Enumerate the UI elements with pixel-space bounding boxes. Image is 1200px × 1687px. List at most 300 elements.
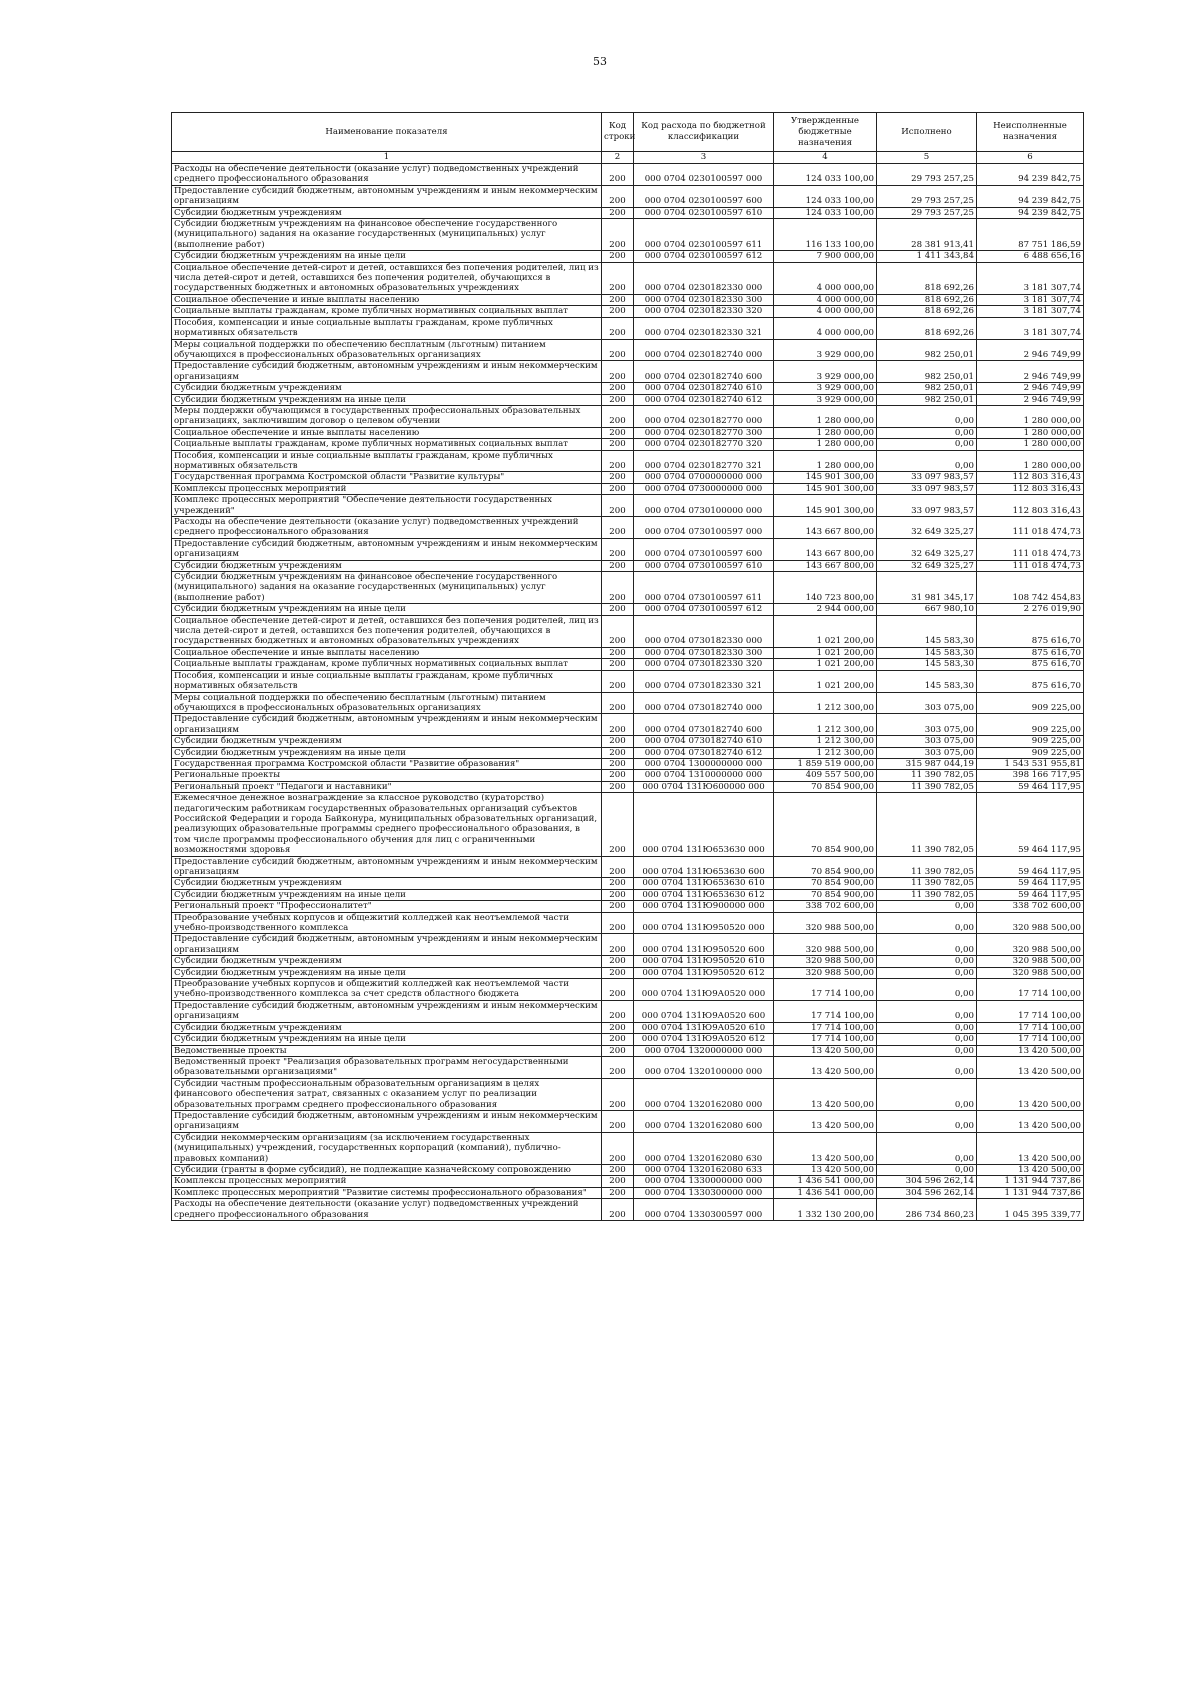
table-row [172, 747, 1084, 758]
executed-amount-cell: 145 583,30 [877, 615, 977, 647]
table-row [172, 770, 1084, 781]
expense-code-cell: 000 0704 0230182330 320 [634, 306, 774, 317]
expense-code-cell: 000 0704 131Ю653630 600 [634, 856, 774, 878]
line-code-cell: 200 [602, 781, 634, 792]
approved-amount-cell: 320 988 500,00 [774, 912, 877, 934]
table-row [172, 439, 1084, 450]
table-row [172, 956, 1084, 967]
executed-amount-cell: 818 692,26 [877, 294, 977, 305]
table-row [172, 934, 1084, 956]
header-expense-code: Код расхода по бюджетной классификации [634, 113, 774, 152]
approved-amount-cell: 1 212 300,00 [774, 692, 877, 714]
indicator-name-cell: Предоставление субсидий бюджетным, автономным учреждениям и иным некоммерческим организациям [172, 934, 602, 956]
expense-code-cell: 000 0704 1300000000 000 [634, 758, 774, 769]
expense-code-cell: 000 0704 0730100597 000 [634, 517, 774, 539]
line-code-cell: 200 [602, 747, 634, 758]
unexecuted-amount-cell: 320 988 500,00 [977, 956, 1084, 967]
table-row [172, 1078, 1084, 1110]
line-code-cell: 200 [602, 439, 634, 450]
expense-code-cell: 000 0704 131Ю653630 612 [634, 889, 774, 900]
unexecuted-amount-cell: 2 276 019,90 [977, 604, 1084, 615]
executed-amount-cell: 0,00 [877, 1000, 977, 1022]
unexecuted-amount-cell: 17 714 100,00 [977, 1000, 1084, 1022]
table-row [172, 572, 1084, 604]
table-row [172, 647, 1084, 658]
executed-amount-cell: 982 250,01 [877, 339, 977, 361]
approved-amount-cell: 3 929 000,00 [774, 339, 877, 361]
indicator-name-cell: Ведомственные проекты [172, 1045, 602, 1056]
line-code-cell: 200 [602, 901, 634, 912]
indicator-name-cell: Расходы на обеспечение деятельности (оказание услуг) подведомственных учреждений среднего профессионального образования [172, 1199, 602, 1221]
unexecuted-amount-cell: 111 018 474,73 [977, 560, 1084, 571]
approved-amount-cell: 1 436 541 000,00 [774, 1187, 877, 1198]
column-number: 1 [172, 152, 602, 164]
executed-amount-cell: 29 793 257,25 [877, 207, 977, 218]
table-row [172, 659, 1084, 670]
unexecuted-amount-cell: 87 751 186,59 [977, 219, 1084, 251]
expense-code-cell: 000 0704 0230182740 612 [634, 394, 774, 405]
executed-amount-cell: 33 097 983,57 [877, 472, 977, 483]
indicator-name-cell: Субсидии бюджетным учреждениям на иные цели [172, 251, 602, 262]
indicator-name-cell: Ведомственный проект "Реализация образовательных программ негосударственными образовательными организациями" [172, 1056, 602, 1078]
indicator-name-cell: Расходы на обеспечение деятельности (оказание услуг) подведомственных учреждений среднего профессионального образования [172, 517, 602, 539]
approved-amount-cell: 124 033 100,00 [774, 185, 877, 207]
indicator-name-cell: Субсидии некоммерческим организациям (за исключением государственных (муниципальных) учреждений, государственных корпораций (компаний), публично-правовых компаний) [172, 1132, 602, 1164]
unexecuted-amount-cell: 2 946 749,99 [977, 383, 1084, 394]
unexecuted-amount-cell: 1 543 531 955,81 [977, 758, 1084, 769]
indicator-name-cell: Пособия, компенсации и иные социальные выплаты гражданам, кроме публичных нормативных обязательств [172, 317, 602, 339]
executed-amount-cell: 818 692,26 [877, 306, 977, 317]
approved-amount-cell: 143 667 800,00 [774, 538, 877, 560]
expense-code-cell: 000 0704 0730182740 000 [634, 692, 774, 714]
line-code-cell: 200 [602, 517, 634, 539]
indicator-name-cell: Субсидии бюджетным учреждениям [172, 383, 602, 394]
line-code-cell: 200 [602, 394, 634, 405]
unexecuted-amount-cell: 2 946 749,99 [977, 361, 1084, 383]
indicator-name-cell: Субсидии (гранты в форме субсидий), не подлежащие казначейскому сопровождению [172, 1164, 602, 1175]
approved-amount-cell: 13 420 500,00 [774, 1110, 877, 1132]
expense-code-cell: 000 0704 1320162080 000 [634, 1078, 774, 1110]
table-row [172, 560, 1084, 571]
column-number: 3 [634, 152, 774, 164]
expense-code-cell: 000 0704 131Ю950520 610 [634, 956, 774, 967]
expense-code-cell: 000 0704 0730182330 000 [634, 615, 774, 647]
indicator-name-cell: Субсидии частным профессиональным образовательным организациям в целях финансового обеспечения затрат, связанных с оказанием услуг по реализации образовательных программ среднего профессионального образования [172, 1078, 602, 1110]
line-code-cell: 200 [602, 219, 634, 251]
indicator-name-cell: Меры поддержки обучающимся в государственных профессиональных образовательных организациях, заключившим договор о целевом обучении [172, 405, 602, 427]
executed-amount-cell: 33 097 983,57 [877, 483, 977, 494]
executed-amount-cell: 0,00 [877, 1110, 977, 1132]
indicator-name-cell: Государственная программа Костромской области "Развитие культуры" [172, 472, 602, 483]
expense-code-cell: 000 0704 0230100597 600 [634, 185, 774, 207]
line-code-cell: 200 [602, 604, 634, 615]
table-row [172, 967, 1084, 978]
expense-code-cell: 000 0704 0230182770 321 [634, 450, 774, 472]
unexecuted-amount-cell: 112 803 316,43 [977, 495, 1084, 517]
approved-amount-cell: 1 280 000,00 [774, 405, 877, 427]
expense-code-cell: 000 0704 0730100597 600 [634, 538, 774, 560]
unexecuted-amount-cell: 320 988 500,00 [977, 967, 1084, 978]
header-approved: Утвержденные бюджетные назначения [774, 113, 877, 152]
line-code-cell: 200 [602, 262, 634, 294]
unexecuted-amount-cell: 59 464 117,95 [977, 793, 1084, 856]
executed-amount-cell: 29 793 257,25 [877, 185, 977, 207]
indicator-name-cell: Преобразование учебных корпусов и общежитий колледжей как неотъемлемой части учебно-производственного комплекса за счет средств областного бюджета [172, 979, 602, 1001]
line-code-cell: 200 [602, 1022, 634, 1033]
indicator-name-cell: Предоставление субсидий бюджетным, автономным учреждениям и иным некоммерческим организациям [172, 856, 602, 878]
unexecuted-amount-cell: 13 420 500,00 [977, 1110, 1084, 1132]
unexecuted-amount-cell: 2 946 749,99 [977, 339, 1084, 361]
expense-code-cell: 000 0704 0230182740 610 [634, 383, 774, 394]
approved-amount-cell: 17 714 100,00 [774, 1034, 877, 1045]
approved-amount-cell: 13 420 500,00 [774, 1078, 877, 1110]
unexecuted-amount-cell: 13 420 500,00 [977, 1056, 1084, 1078]
executed-amount-cell: 29 793 257,25 [877, 164, 977, 186]
line-code-cell: 200 [602, 1132, 634, 1164]
expense-code-cell: 000 0704 131Ю9А0520 610 [634, 1022, 774, 1033]
table-row [172, 1187, 1084, 1198]
unexecuted-amount-cell: 1 280 000,00 [977, 439, 1084, 450]
executed-amount-cell: 145 583,30 [877, 647, 977, 658]
executed-amount-cell: 11 390 782,05 [877, 781, 977, 792]
unexecuted-amount-cell: 94 239 842,75 [977, 185, 1084, 207]
indicator-name-cell: Субсидии бюджетным учреждениям на иные цели [172, 747, 602, 758]
indicator-name-cell: Субсидии бюджетным учреждениям на иные цели [172, 604, 602, 615]
table-row [172, 758, 1084, 769]
executed-amount-cell: 0,00 [877, 956, 977, 967]
expense-code-cell: 000 0704 131Ю950520 612 [634, 967, 774, 978]
indicator-name-cell: Пособия, компенсации и иные социальные выплаты гражданам, кроме публичных нормативных обязательств [172, 670, 602, 692]
executed-amount-cell: 31 981 345,17 [877, 572, 977, 604]
executed-amount-cell: 0,00 [877, 405, 977, 427]
line-code-cell: 200 [602, 670, 634, 692]
expense-code-cell: 000 0704 131Ю950520 600 [634, 934, 774, 956]
executed-amount-cell: 303 075,00 [877, 736, 977, 747]
approved-amount-cell: 3 929 000,00 [774, 361, 877, 383]
table-row [172, 339, 1084, 361]
unexecuted-amount-cell: 59 464 117,95 [977, 878, 1084, 889]
executed-amount-cell: 0,00 [877, 1022, 977, 1033]
page-number: 53 [593, 55, 607, 68]
approved-amount-cell: 4 000 000,00 [774, 306, 877, 317]
executed-amount-cell: 286 734 860,23 [877, 1199, 977, 1221]
indicator-name-cell: Региональный проект "Профессионалитет" [172, 901, 602, 912]
expense-code-cell: 000 0704 0730100597 610 [634, 560, 774, 571]
approved-amount-cell: 1 859 519 000,00 [774, 758, 877, 769]
line-code-cell: 200 [602, 339, 634, 361]
unexecuted-amount-cell: 3 181 307,74 [977, 317, 1084, 339]
expense-code-cell: 000 0704 0230182770 300 [634, 427, 774, 438]
executed-amount-cell: 145 583,30 [877, 670, 977, 692]
approved-amount-cell: 1 021 200,00 [774, 615, 877, 647]
table-row [172, 1045, 1084, 1056]
table-row [172, 294, 1084, 305]
expense-code-cell: 000 0704 0230182740 600 [634, 361, 774, 383]
expense-code-cell: 000 0704 1330300597 000 [634, 1199, 774, 1221]
approved-amount-cell: 320 988 500,00 [774, 956, 877, 967]
unexecuted-amount-cell: 1 280 000,00 [977, 450, 1084, 472]
unexecuted-amount-cell: 909 225,00 [977, 736, 1084, 747]
line-code-cell: 200 [602, 692, 634, 714]
table-row [172, 736, 1084, 747]
unexecuted-amount-cell: 1 045 395 339,77 [977, 1199, 1084, 1221]
executed-amount-cell: 145 583,30 [877, 659, 977, 670]
unexecuted-amount-cell: 875 616,70 [977, 670, 1084, 692]
executed-amount-cell: 0,00 [877, 1034, 977, 1045]
executed-amount-cell: 0,00 [877, 1078, 977, 1110]
approved-amount-cell: 143 667 800,00 [774, 560, 877, 571]
line-code-cell: 200 [602, 659, 634, 670]
table-row [172, 1000, 1084, 1022]
indicator-name-cell: Предоставление субсидий бюджетным, автономным учреждениям и иным некоммерческим организациям [172, 185, 602, 207]
unexecuted-amount-cell: 17 714 100,00 [977, 979, 1084, 1001]
line-code-cell: 200 [602, 560, 634, 571]
line-code-cell: 200 [602, 1045, 634, 1056]
unexecuted-amount-cell: 59 464 117,95 [977, 781, 1084, 792]
unexecuted-amount-cell: 909 225,00 [977, 714, 1084, 736]
approved-amount-cell: 13 420 500,00 [774, 1132, 877, 1164]
indicator-name-cell: Субсидии бюджетным учреждениям [172, 1022, 602, 1033]
executed-amount-cell: 0,00 [877, 439, 977, 450]
table-row [172, 1176, 1084, 1187]
indicator-name-cell: Субсидии бюджетным учреждениям на иные цели [172, 967, 602, 978]
executed-amount-cell: 0,00 [877, 1056, 977, 1078]
executed-amount-cell: 982 250,01 [877, 383, 977, 394]
header-executed: Исполнено [877, 113, 977, 152]
approved-amount-cell: 13 420 500,00 [774, 1045, 877, 1056]
indicator-name-cell: Меры социальной поддержки по обеспечению бесплатным (льготным) питанием обучающихся в профессиональных образовательных организациях [172, 692, 602, 714]
executed-amount-cell: 11 390 782,05 [877, 856, 977, 878]
indicator-name-cell: Меры социальной поддержки по обеспечению бесплатным (льготным) питанием обучающихся в профессиональных образовательных организациях [172, 339, 602, 361]
expense-code-cell: 000 0704 1320100000 000 [634, 1056, 774, 1078]
expense-code-cell: 000 0704 0730100597 612 [634, 604, 774, 615]
executed-amount-cell: 304 596 262,14 [877, 1176, 977, 1187]
unexecuted-amount-cell: 111 018 474,73 [977, 538, 1084, 560]
executed-amount-cell: 33 097 983,57 [877, 495, 977, 517]
unexecuted-amount-cell: 320 988 500,00 [977, 934, 1084, 956]
expense-code-cell: 000 0704 0730182740 612 [634, 747, 774, 758]
table-row [172, 604, 1084, 615]
table-row [172, 889, 1084, 900]
unexecuted-amount-cell: 13 420 500,00 [977, 1164, 1084, 1175]
indicator-name-cell: Комплексы процессных мероприятий [172, 1176, 602, 1187]
table-row [172, 262, 1084, 294]
expense-code-cell: 000 0704 0730182330 300 [634, 647, 774, 658]
approved-amount-cell: 145 901 300,00 [774, 495, 877, 517]
indicator-name-cell: Комплексы процессных мероприятий [172, 483, 602, 494]
expense-code-cell: 000 0704 131Ю653630 000 [634, 793, 774, 856]
indicator-name-cell: Субсидии бюджетным учреждениям на финансовое обеспечение государственного (муниципального) задания на оказание государственных (муниципальных) услуг (выполнение работ) [172, 219, 602, 251]
approved-amount-cell: 1 332 130 200,00 [774, 1199, 877, 1221]
unexecuted-amount-cell: 320 988 500,00 [977, 912, 1084, 934]
approved-amount-cell: 3 929 000,00 [774, 394, 877, 405]
line-code-cell: 200 [602, 538, 634, 560]
approved-amount-cell: 13 420 500,00 [774, 1164, 877, 1175]
expense-code-cell: 000 0704 0230100597 612 [634, 251, 774, 262]
unexecuted-amount-cell: 875 616,70 [977, 659, 1084, 670]
unexecuted-amount-cell: 875 616,70 [977, 615, 1084, 647]
table-row [172, 207, 1084, 218]
line-code-cell: 200 [602, 251, 634, 262]
indicator-name-cell: Субсидии бюджетным учреждениям на иные цели [172, 394, 602, 405]
table-row [172, 450, 1084, 472]
line-code-cell: 200 [602, 856, 634, 878]
approved-amount-cell: 1 021 200,00 [774, 670, 877, 692]
executed-amount-cell: 982 250,01 [877, 394, 977, 405]
column-number: 5 [877, 152, 977, 164]
line-code-cell: 200 [602, 967, 634, 978]
expense-code-cell: 000 0704 0730100597 611 [634, 572, 774, 604]
executed-amount-cell: 303 075,00 [877, 747, 977, 758]
line-code-cell: 200 [602, 483, 634, 494]
indicator-name-cell: Предоставление субсидий бюджетным, автономным учреждениям и иным некоммерческим организациям [172, 538, 602, 560]
executed-amount-cell: 0,00 [877, 967, 977, 978]
table-row [172, 317, 1084, 339]
unexecuted-amount-cell: 1 131 944 737,86 [977, 1176, 1084, 1187]
executed-amount-cell: 0,00 [877, 1045, 977, 1056]
line-code-cell: 200 [602, 1199, 634, 1221]
unexecuted-amount-cell: 6 488 656,16 [977, 251, 1084, 262]
table-row [172, 979, 1084, 1001]
indicator-name-cell: Пособия, компенсации и иные социальные выплаты гражданам, кроме публичных нормативных обязательств [172, 450, 602, 472]
budget-execution-table [171, 112, 1084, 1221]
unexecuted-amount-cell: 59 464 117,95 [977, 856, 1084, 878]
unexecuted-amount-cell: 13 420 500,00 [977, 1045, 1084, 1056]
line-code-cell: 200 [602, 736, 634, 747]
indicator-name-cell: Социальное обеспечение детей-сирот и детей, оставшихся без попечения родителей, лиц из числа детей-сирот и детей, оставшихся без попечения родителей, обучающихся в государственных бюджетных и автономных образовательных учреждениях [172, 615, 602, 647]
approved-amount-cell: 1 021 200,00 [774, 659, 877, 670]
expense-code-cell: 000 0704 131Ю653630 610 [634, 878, 774, 889]
table-row [172, 781, 1084, 792]
expense-code-cell: 000 0704 0730182330 320 [634, 659, 774, 670]
approved-amount-cell: 124 033 100,00 [774, 164, 877, 186]
table-row [172, 427, 1084, 438]
executed-amount-cell: 982 250,01 [877, 361, 977, 383]
indicator-name-cell: Социальные выплаты гражданам, кроме публичных нормативных социальных выплат [172, 306, 602, 317]
expense-code-cell: 000 0704 0230182770 000 [634, 405, 774, 427]
unexecuted-amount-cell: 909 225,00 [977, 692, 1084, 714]
approved-amount-cell: 1 212 300,00 [774, 747, 877, 758]
expense-code-cell: 000 0704 0730182740 600 [634, 714, 774, 736]
indicator-name-cell: Социальное обеспечение детей-сирот и детей, оставшихся без попечения родителей, лиц из числа детей-сирот и детей, оставшихся без попечения родителей, обучающихся в государственных бюджетных и автономных образовательных учреждениях [172, 262, 602, 294]
approved-amount-cell: 4 000 000,00 [774, 294, 877, 305]
table-row [172, 692, 1084, 714]
approved-amount-cell: 4 000 000,00 [774, 317, 877, 339]
line-code-cell: 200 [602, 495, 634, 517]
indicator-name-cell: Социальные выплаты гражданам, кроме публичных нормативных социальных выплат [172, 439, 602, 450]
unexecuted-amount-cell: 2 946 749,99 [977, 394, 1084, 405]
table-row [172, 1056, 1084, 1078]
indicator-name-cell: Региональный проект "Педагоги и наставники" [172, 781, 602, 792]
approved-amount-cell: 1 280 000,00 [774, 450, 877, 472]
indicator-name-cell: Преобразование учебных корпусов и общежитий колледжей как неотъемлемой части учебно-производственного комплекса [172, 912, 602, 934]
approved-amount-cell: 4 000 000,00 [774, 262, 877, 294]
table-row [172, 517, 1084, 539]
approved-amount-cell: 70 854 900,00 [774, 889, 877, 900]
header-unexecuted: Неисполненные назначения [977, 113, 1084, 152]
table-row [172, 714, 1084, 736]
expense-code-cell: 000 0704 0230100597 611 [634, 219, 774, 251]
unexecuted-amount-cell: 111 018 474,73 [977, 517, 1084, 539]
line-code-cell: 200 [602, 889, 634, 900]
unexecuted-amount-cell: 1 131 944 737,86 [977, 1187, 1084, 1198]
line-code-cell: 200 [602, 1034, 634, 1045]
table-row [172, 1110, 1084, 1132]
line-code-cell: 200 [602, 793, 634, 856]
table-row [172, 472, 1084, 483]
unexecuted-amount-cell: 17 714 100,00 [977, 1034, 1084, 1045]
unexecuted-amount-cell: 875 616,70 [977, 647, 1084, 658]
unexecuted-amount-cell: 398 166 717,95 [977, 770, 1084, 781]
line-code-cell: 200 [602, 207, 634, 218]
table-row [172, 538, 1084, 560]
approved-amount-cell: 2 944 000,00 [774, 604, 877, 615]
table-row [172, 1132, 1084, 1164]
table-row [172, 495, 1084, 517]
executed-amount-cell: 303 075,00 [877, 714, 977, 736]
expense-code-cell: 000 0704 131Ю900000 000 [634, 901, 774, 912]
line-code-cell: 200 [602, 878, 634, 889]
approved-amount-cell: 1 021 200,00 [774, 647, 877, 658]
executed-amount-cell: 315 987 044,19 [877, 758, 977, 769]
line-code-cell: 200 [602, 934, 634, 956]
expense-code-cell: 000 0704 1320162080 633 [634, 1164, 774, 1175]
approved-amount-cell: 116 133 100,00 [774, 219, 877, 251]
executed-amount-cell: 0,00 [877, 1164, 977, 1175]
line-code-cell: 200 [602, 317, 634, 339]
table-row [172, 164, 1084, 186]
line-code-cell: 200 [602, 383, 634, 394]
line-code-cell: 200 [602, 294, 634, 305]
unexecuted-amount-cell: 1 280 000,00 [977, 427, 1084, 438]
line-code-cell: 200 [602, 912, 634, 934]
executed-amount-cell: 1 411 343,84 [877, 251, 977, 262]
approved-amount-cell: 1 212 300,00 [774, 714, 877, 736]
indicator-name-cell: Социальное обеспечение и иные выплаты населению [172, 294, 602, 305]
table-row [172, 615, 1084, 647]
line-code-cell: 200 [602, 1056, 634, 1078]
line-code-cell: 200 [602, 647, 634, 658]
table-row [172, 878, 1084, 889]
unexecuted-amount-cell: 1 280 000,00 [977, 405, 1084, 427]
column-number: 6 [977, 152, 1084, 164]
table-row [172, 793, 1084, 856]
unexecuted-amount-cell: 17 714 100,00 [977, 1022, 1084, 1033]
line-code-cell: 200 [602, 979, 634, 1001]
indicator-name-cell: Социальные выплаты гражданам, кроме публичных нормативных социальных выплат [172, 659, 602, 670]
header-line-code: Код строки [602, 113, 634, 152]
unexecuted-amount-cell: 94 239 842,75 [977, 164, 1084, 186]
unexecuted-amount-cell: 59 464 117,95 [977, 889, 1084, 900]
unexecuted-amount-cell: 13 420 500,00 [977, 1132, 1084, 1164]
approved-amount-cell: 17 714 100,00 [774, 979, 877, 1001]
budget-execution-table-wrapper [171, 112, 1083, 1221]
executed-amount-cell: 11 390 782,05 [877, 793, 977, 856]
approved-amount-cell: 409 557 500,00 [774, 770, 877, 781]
executed-amount-cell: 667 980,10 [877, 604, 977, 615]
indicator-name-cell: Предоставление субсидий бюджетным, автономным учреждениям и иным некоммерческим организациям [172, 1000, 602, 1022]
approved-amount-cell: 143 667 800,00 [774, 517, 877, 539]
executed-amount-cell: 11 390 782,05 [877, 878, 977, 889]
approved-amount-cell: 338 702 600,00 [774, 901, 877, 912]
unexecuted-amount-cell: 94 239 842,75 [977, 207, 1084, 218]
indicator-name-cell: Субсидии бюджетным учреждениям на иные цели [172, 889, 602, 900]
column-number: 4 [774, 152, 877, 164]
expense-code-cell: 000 0704 0230182330 300 [634, 294, 774, 305]
line-code-cell: 200 [602, 1187, 634, 1198]
expense-code-cell: 000 0704 0700000000 000 [634, 472, 774, 483]
expense-code-cell: 000 0704 131Ю9А0520 612 [634, 1034, 774, 1045]
